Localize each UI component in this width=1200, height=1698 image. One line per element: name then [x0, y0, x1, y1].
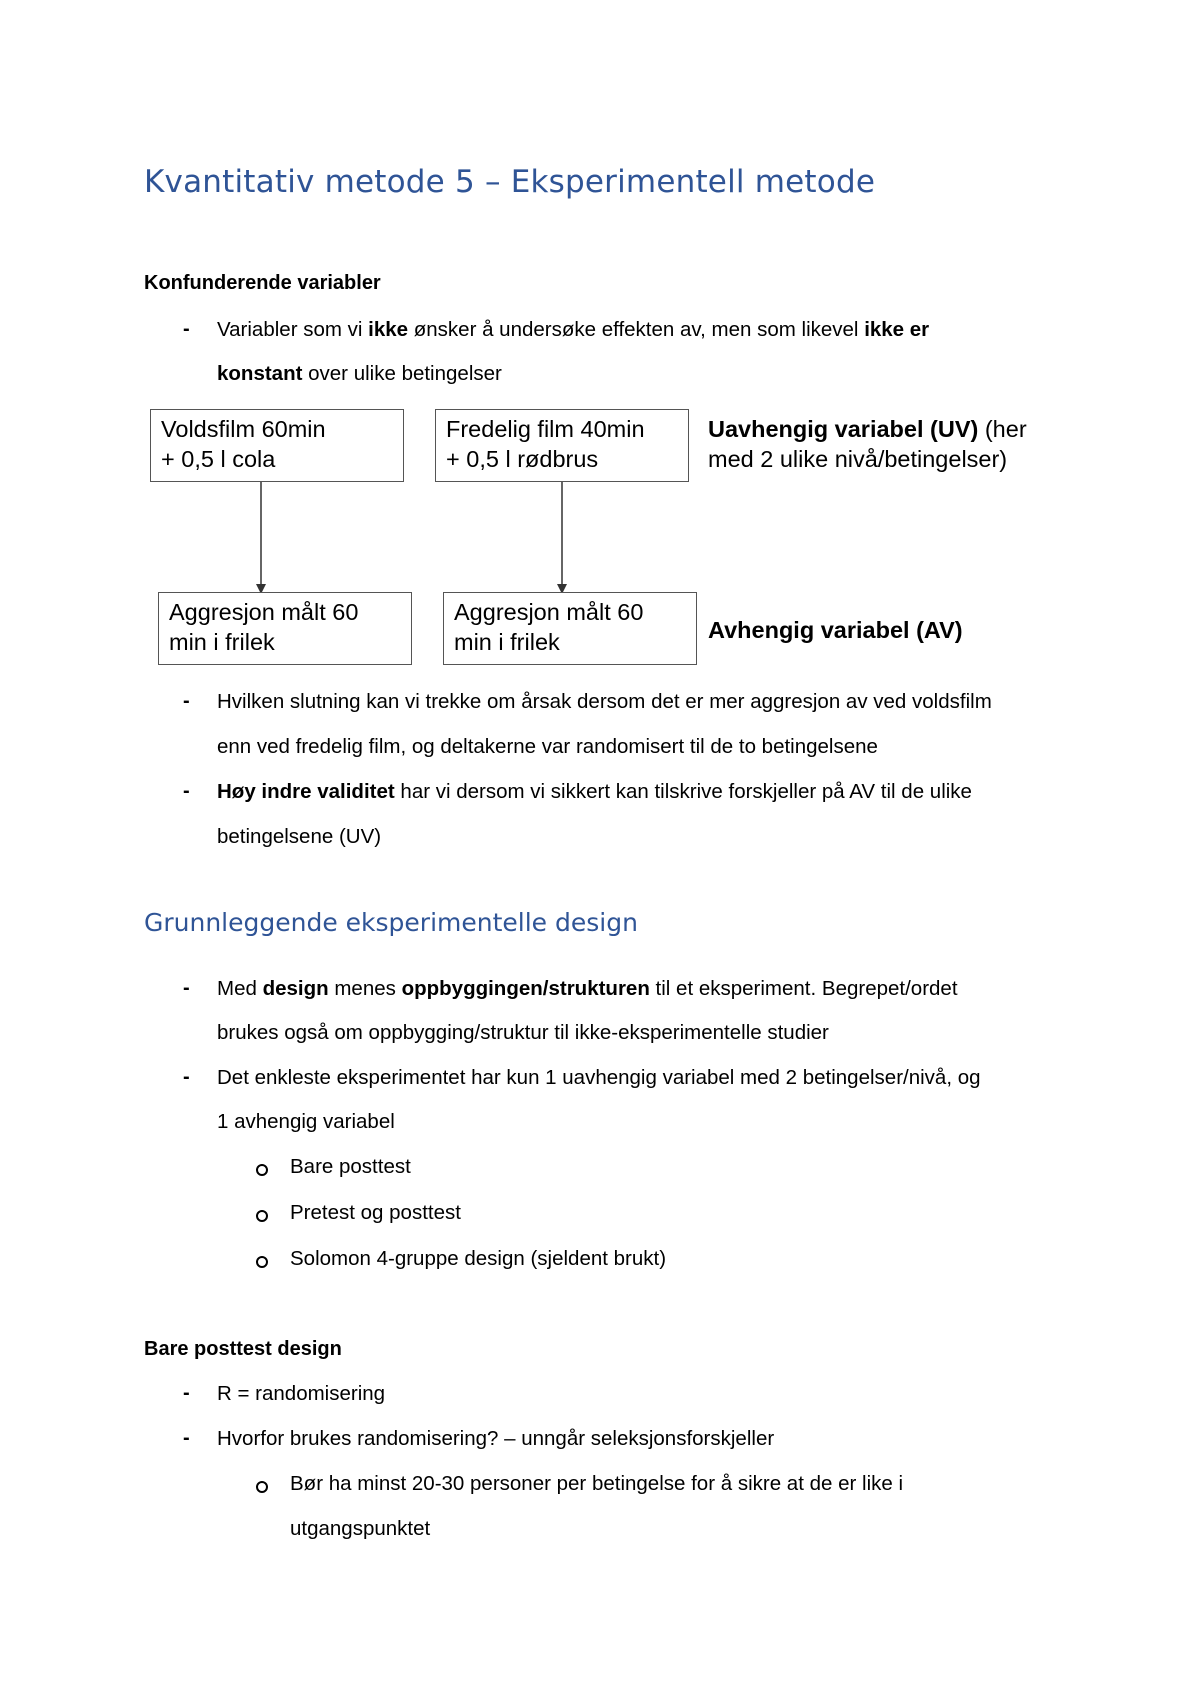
bullet-text: Med design menes oppbyggingen/strukturen til et eksperiment. Begrepet/ordet — [217, 977, 958, 1000]
bullet-text: Hvilken slutning kan vi trekke om årsak dersom det er mer aggresjon av ved voldsfilm — [217, 690, 992, 713]
box-line: Fredelig film 40min — [446, 416, 645, 442]
uv-label: Uavhengig variabel (UV) (her — [708, 416, 1027, 442]
bullet-text: Det enkleste eksperimentet har kun 1 uavhengig variabel med 2 betingelser/nivå, og — [217, 1066, 981, 1089]
bullet-dash: - — [183, 318, 190, 340]
box-line: Aggresjon målt 60 — [169, 599, 359, 625]
section-heading-konfunderende: Konfunderende variabler — [144, 272, 381, 294]
circle-bullet-icon — [256, 1481, 268, 1493]
bullet-text-continued: 1 avhengig variabel — [217, 1110, 395, 1133]
box-line: + 0,5 l cola — [161, 446, 276, 472]
box-line: + 0,5 l rødbrus — [446, 446, 599, 472]
section-heading-design: Grunnleggende eksperimentelle design — [144, 908, 638, 937]
sub-bullet-text-continued: utgangspunktet — [290, 1517, 431, 1540]
condition-box-voldsfilm — [150, 409, 404, 482]
uv-label-continued: med 2 ulike nivå/betingelser) — [708, 446, 1008, 472]
circle-bullet-icon — [256, 1210, 268, 1222]
bullet-text: Hvorfor brukes randomisering? – unngår seleksjonsforskjeller — [217, 1427, 775, 1450]
bullet-dash: - — [183, 1382, 190, 1404]
bullet-text: R = randomisering — [217, 1382, 386, 1405]
condition-box-fredelig — [435, 409, 689, 482]
box-line: min i frilek — [169, 629, 275, 655]
box-line: Aggresjon målt 60 — [454, 599, 644, 625]
bullet-dash: - — [183, 1427, 190, 1449]
outcome-box-right — [443, 592, 697, 665]
bullet-dash: - — [183, 1066, 190, 1088]
sub-bullet-text: Pretest og posttest — [290, 1201, 461, 1224]
bullet-dash: - — [183, 690, 190, 712]
box-line: Voldsfilm 60min — [161, 416, 326, 442]
bullet-text: Høy indre validitet har vi dersom vi sikkert kan tilskrive forskjeller på AV til de ulike — [217, 780, 972, 803]
section-heading-bare-posttest: Bare posttest design — [144, 1338, 342, 1360]
bullet-text-continued: enn ved fredelig film, og deltakerne var randomisert til de to betingelsene — [217, 735, 878, 758]
bullet-dash: - — [183, 780, 190, 802]
bullet-text-continued: konstant over ulike betingelser — [217, 362, 502, 385]
sub-bullet-text: Bør ha minst 20-30 personer per betingelse for å sikre at de er like i — [290, 1472, 904, 1495]
sub-bullet-text: Solomon 4-gruppe design (sjeldent brukt) — [290, 1247, 667, 1270]
bullet-text: Variabler som vi ikke ønsker å undersøke effekten av, men som likevel ikke er — [217, 318, 930, 341]
bullet-text-continued: brukes også om oppbygging/struktur til ikke-eksperimentelle studier — [217, 1021, 829, 1044]
circle-bullet-icon — [256, 1256, 268, 1268]
outcome-box-left — [158, 592, 412, 665]
av-label: Avhengig variabel (AV) — [708, 617, 963, 643]
circle-bullet-icon — [256, 1164, 268, 1176]
sub-bullet-text: Bare posttest — [290, 1155, 411, 1178]
bullet-dash: - — [183, 977, 190, 999]
page-title: Kvantitativ metode 5 – Eksperimentell metode — [144, 164, 876, 200]
box-line: min i frilek — [454, 629, 560, 655]
bullet-text-continued: betingelsene (UV) — [217, 825, 382, 848]
